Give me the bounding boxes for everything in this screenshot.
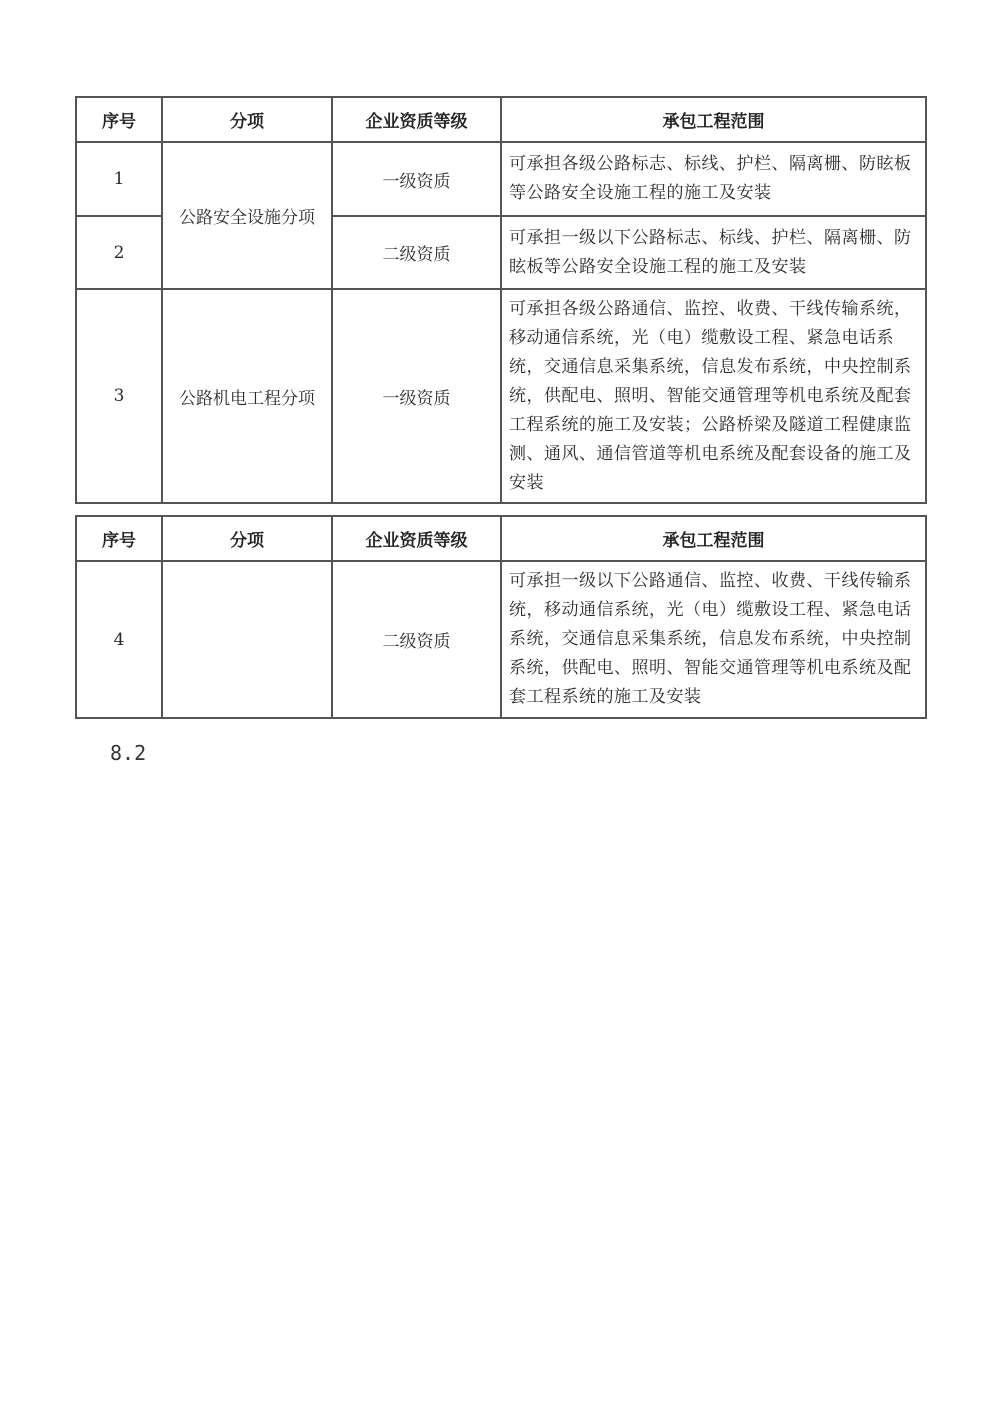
header-subitem: 分项: [162, 97, 332, 142]
row-subitem: 公路机电工程分项: [162, 289, 332, 503]
row-scope: 可承担各级公路通信、监控、收费、干线传输系统，移动通信系统，光（电）缆敷设工程、紧急电话系统，交通信息采集系统，信息发布系统，中央控制系统，供配电、照明、智能交通管理等机电系统及配套工程系统的施工及安装；公路桥梁及隧道工程健康监测、通风、通信管道等机电系统及配套设备的施工及安装: [501, 289, 926, 503]
header-scope: 承包工程范围: [501, 97, 926, 142]
header-subitem: 分项: [162, 516, 332, 561]
table-row: [76, 561, 926, 718]
row-subitem: [162, 561, 332, 718]
row-level: 二级资质: [332, 216, 501, 289]
header-level: 企业资质等级: [332, 97, 501, 142]
header-scope: 承包工程范围: [501, 516, 926, 561]
row-level: 一级资质: [332, 142, 501, 216]
qualification-table-2: [75, 515, 927, 719]
qualification-table-1: [75, 96, 927, 504]
table-header-row: [76, 516, 926, 561]
header-num: 序号: [76, 97, 162, 142]
row-subitem: 公路安全设施分项: [162, 142, 332, 289]
section-number: 8.2: [110, 741, 147, 765]
row-scope: 可承担一级以下公路标志、标线、护栏、隔离栅、防眩板等公路安全设施工程的施工及安装: [501, 216, 926, 289]
table-header-row: [76, 97, 926, 142]
header-level: 企业资质等级: [332, 516, 501, 561]
table-row: [76, 289, 926, 503]
row-level: 二级资质: [332, 561, 501, 718]
row-num: 2: [76, 216, 162, 289]
row-num: 3: [76, 289, 162, 503]
row-level: 一级资质: [332, 289, 501, 503]
table-row: [76, 142, 926, 216]
row-scope: 可承担各级公路标志、标线、护栏、隔离栅、防眩板等公路安全设施工程的施工及安装: [501, 142, 926, 216]
row-num: 1: [76, 142, 162, 216]
row-num: 4: [76, 561, 162, 718]
header-num: 序号: [76, 516, 162, 561]
row-scope: 可承担一级以下公路通信、监控、收费、干线传输系统，移动通信系统，光（电）缆敷设工程、紧急电话系统，交通信息采集系统，信息发布系统，中央控制系统，供配电、照明、智能交通管理等机电系统及配套工程系统的施工及安装: [501, 561, 926, 718]
